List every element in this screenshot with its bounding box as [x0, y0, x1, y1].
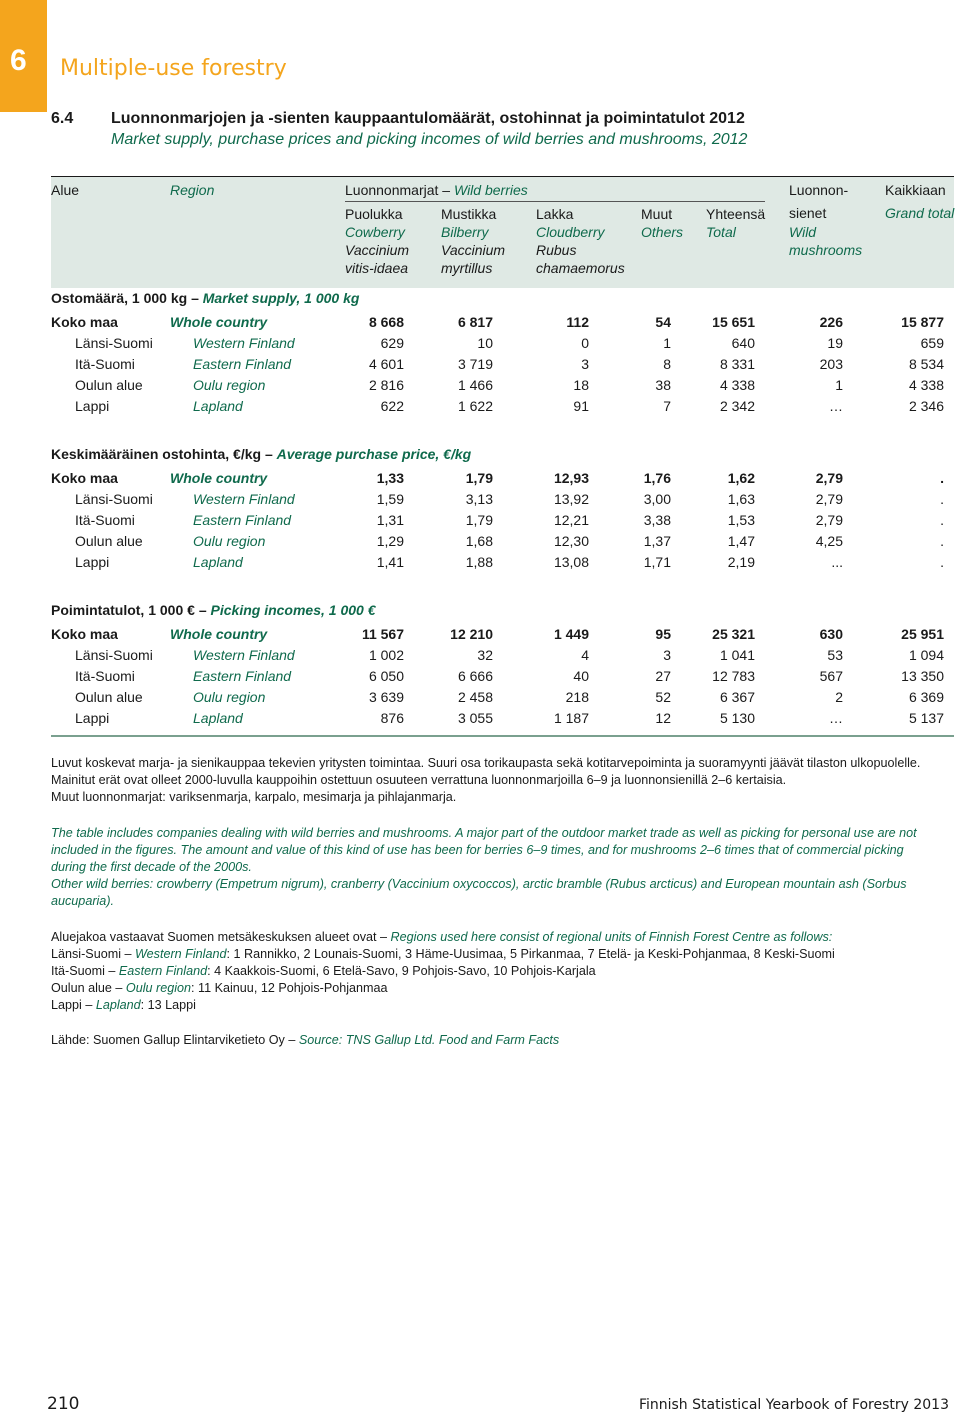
row-value: .	[940, 491, 944, 507]
regions-western: Länsi-Suomi – Western Finland: 1 Rannikko, 2 Lounais-Suomi, 3 Häme-Uusimaa, 5 Pirkanmaa, 7 Etelä- ja Keski-Pohjanmaa, 8 Keski-Suomi	[51, 947, 835, 961]
row-region-fi: Länsi-Suomi	[75, 335, 153, 351]
row-region-en: Lapland	[193, 398, 243, 414]
note-en-2: Other wild berries: crowberry (Empetrum nigrum), cranberry (Vaccinium oxycoccos), arctic bramble (Rubus arcticus) and European mountain ash (Sorbus aucuparia).	[51, 877, 907, 908]
regions-lapland: Lappi – Lapland: 13 Lappi	[51, 998, 196, 1012]
table-row	[0, 666, 960, 686]
chapter-title: Multiple-use forestry	[60, 56, 287, 81]
row-value: 8 668	[368, 314, 404, 330]
header-mushrooms-en-2: mushrooms	[789, 242, 863, 258]
row-value: 27	[655, 668, 671, 684]
row-value: 15 877	[901, 314, 944, 330]
row-value: 1,29	[376, 533, 404, 549]
row-region-en: Oulu region	[193, 377, 266, 393]
row-value: .	[940, 554, 944, 570]
row-value: 1,53	[727, 512, 755, 528]
row-region-en: Lapland	[193, 554, 243, 570]
row-value: 1,76	[643, 470, 671, 486]
row-value: …	[829, 710, 843, 726]
table-number: 6.4	[51, 110, 74, 127]
regions-intro: Aluejakoa vastaavat Suomen metsäkeskuksen alueet ovat – Regions used here consist of regional units of Finnish Forest Centre as follows:	[51, 930, 833, 944]
notes-finnish	[51, 755, 931, 806]
row-region-fi: Lappi	[75, 554, 110, 570]
row-value: 12 210	[450, 626, 493, 642]
row-value: 2	[835, 689, 843, 705]
row-value: 1,63	[727, 491, 755, 507]
row-value: 4	[581, 647, 589, 663]
row-region-en: Western Finland	[193, 647, 295, 663]
header-region: Region	[170, 182, 215, 198]
row-value: 659	[920, 335, 944, 351]
row-region-en: Whole country	[170, 314, 268, 330]
header-wild-berries: Luonnonmarjat – Wild berries	[345, 182, 528, 198]
row-value: 10	[477, 335, 493, 351]
row-value: 5 130	[719, 710, 755, 726]
row-value: 54	[655, 314, 671, 330]
row-region-en: Western Finland	[193, 491, 295, 507]
row-value: 15 651	[712, 314, 755, 330]
row-value: 567	[819, 668, 843, 684]
table-row	[0, 396, 960, 416]
row-value: .	[940, 512, 944, 528]
row-region-fi: Koko maa	[51, 470, 118, 486]
row-value: 4,25	[815, 533, 843, 549]
row-value: 2,79	[815, 491, 843, 507]
row-value: 2 816	[368, 377, 404, 393]
row-value: 2 458	[457, 689, 493, 705]
section-title-purchase-price: Keskimääräinen ostohinta, €/kg – Average purchase price, €/kg	[51, 446, 472, 462]
row-region-en: Western Finland	[193, 335, 295, 351]
row-value: .	[940, 533, 944, 549]
row-value: 2 342	[719, 398, 755, 414]
row-region-fi: Lappi	[75, 710, 110, 726]
section-title-picking-incomes: Poimintatulot, 1 000 € – Picking incomes, 1 000 €	[51, 602, 376, 618]
row-value: 12 783	[712, 668, 755, 684]
row-value: 1 622	[457, 398, 493, 414]
row-value: 112	[566, 314, 589, 330]
row-value: 1,41	[376, 554, 404, 570]
row-value: 1 187	[553, 710, 589, 726]
table-title-en: Market supply, purchase prices and picking incomes of wild berries and mushrooms, 2012	[111, 131, 748, 148]
row-value: 40	[573, 668, 589, 684]
row-region-en: Eastern Finland	[193, 356, 292, 372]
header-cloudberry: Lakka Cloudberry Rubus chamaemorus	[536, 206, 625, 276]
row-value: 1 041	[719, 647, 755, 663]
table-row	[0, 531, 960, 551]
row-value: 2,79	[815, 470, 843, 486]
row-value: 3 639	[368, 689, 404, 705]
row-region-fi: Itä-Suomi	[75, 668, 135, 684]
header-cowberry: Puolukka Cowberry Vaccinium vitis-idaea	[345, 206, 410, 276]
table-row	[0, 687, 960, 707]
row-value: …	[829, 398, 843, 414]
table-row	[0, 354, 960, 374]
row-region-en: Lapland	[193, 710, 243, 726]
berries-group-rule	[345, 201, 765, 202]
row-value: 4 338	[908, 377, 944, 393]
row-value: 0	[581, 335, 589, 351]
row-value: 1,79	[465, 470, 493, 486]
row-value: 1,68	[465, 533, 493, 549]
row-value: 1	[663, 335, 671, 351]
row-value: 3 719	[457, 356, 493, 372]
row-value: 18	[573, 377, 589, 393]
row-value: 4 601	[368, 356, 404, 372]
row-value: 6 666	[457, 668, 493, 684]
table-top-rule	[51, 176, 954, 177]
row-value: 32	[477, 647, 493, 663]
row-value: 13 350	[901, 668, 944, 684]
row-value: 2,19	[727, 554, 755, 570]
row-value: 4 338	[719, 377, 755, 393]
section-title-market-supply: Ostomäärä, 1 000 kg – Market supply, 1 000 kg	[51, 290, 360, 306]
row-value: 3 055	[457, 710, 493, 726]
row-region-fi: Oulun alue	[75, 533, 143, 549]
row-value: 218	[565, 689, 589, 705]
table-row	[0, 375, 960, 395]
table-row	[0, 624, 960, 644]
row-value: 25 321	[712, 626, 755, 642]
table-row	[0, 489, 960, 509]
row-value: 8 534	[908, 356, 944, 372]
row-value: 1	[835, 377, 843, 393]
row-value: 1 094	[908, 647, 944, 663]
row-value: 6 369	[908, 689, 944, 705]
table-row	[0, 333, 960, 353]
row-region-fi: Koko maa	[51, 314, 118, 330]
regions-eastern: Itä-Suomi – Eastern Finland: 4 Kaakkois-Suomi, 6 Etelä-Savo, 9 Pohjois-Savo, 10 Pohjois-Karjala	[51, 964, 596, 978]
row-value: 1,88	[465, 554, 493, 570]
table-title-fi: Luonnonmarjojen ja -sienten kauppaantulomäärät, ostohinnat ja poimintatulot 2012	[111, 110, 745, 127]
table-row	[0, 708, 960, 728]
row-region-en: Whole country	[170, 470, 268, 486]
row-value: 91	[573, 398, 589, 414]
row-value: 630	[819, 626, 843, 642]
row-value: 19	[827, 335, 843, 351]
header-bilberry: Mustikka Bilberry Vaccinium myrtillus	[441, 206, 506, 276]
row-value: 622	[380, 398, 404, 414]
row-region-en: Eastern Finland	[193, 668, 292, 684]
note-fi-3: Muut luonnonmarjat: variksenmarja, karpalo, mesimarja ja pihlajanmarja.	[51, 790, 457, 804]
chapter-number-box	[0, 0, 47, 112]
row-value: 52	[655, 689, 671, 705]
row-region-en: Whole country	[170, 626, 268, 642]
header-alue: Alue	[51, 182, 80, 198]
row-value: ...	[831, 554, 843, 570]
row-value: 6 050	[368, 668, 404, 684]
row-value: 1,79	[465, 512, 493, 528]
row-value: 1,59	[376, 491, 404, 507]
row-value: 1,62	[727, 470, 755, 486]
table-row	[0, 312, 960, 332]
row-value: 6 817	[457, 314, 493, 330]
row-region-fi: Länsi-Suomi	[75, 491, 153, 507]
table-row	[0, 552, 960, 572]
row-value: 5 137	[908, 710, 944, 726]
note-en-1: The table includes companies dealing with wild berries and mushrooms. A major part of the outdoor market trade as well as picking for personal use are not included in the figures. The amount and value of this kind of use has been for berries 6–9 times, and for mushrooms 2–6 times that of commercial picking during the first decade of the 2000s.	[51, 826, 917, 874]
row-region-en: Oulu region	[193, 533, 266, 549]
row-value: 11 567	[361, 626, 404, 642]
row-value: 1,37	[643, 533, 671, 549]
row-region-fi: Oulun alue	[75, 689, 143, 705]
table-row	[0, 645, 960, 665]
note-fi-1: Luvut koskevat marja- ja sienikauppaa tekevien yritysten toimintaa. Suuri osa torikaupasta sekä kotitarvepoiminta ja suoramyynti jäävät tilaston ulkopuolelle.	[51, 756, 921, 770]
header-mushrooms-en-1: Wild	[789, 224, 817, 240]
header-others: Muut Others	[641, 206, 684, 240]
row-value: 1,33	[376, 470, 404, 486]
row-value: 876	[380, 710, 404, 726]
row-value: 2 346	[908, 398, 944, 414]
row-value: 640	[731, 335, 755, 351]
row-value: 6 367	[719, 689, 755, 705]
row-region-fi: Itä-Suomi	[75, 512, 135, 528]
row-region-fi: Lappi	[75, 398, 110, 414]
row-value: 3,13	[465, 491, 493, 507]
row-region-fi: Oulun alue	[75, 377, 143, 393]
row-value: 7	[663, 398, 671, 414]
row-value: 13,08	[553, 554, 589, 570]
row-value: 3	[663, 647, 671, 663]
table-row	[0, 468, 960, 488]
publication-title: Finnish Statistical Yearbook of Forestry 2013	[638, 1397, 949, 1413]
row-value: 1,71	[643, 554, 671, 570]
source-note: Lähde: Suomen Gallup Elintarviketieto Oy – Source: TNS Gallup Ltd. Food and Farm Facts	[51, 1033, 560, 1047]
row-value: 12	[655, 710, 671, 726]
header-mushrooms-fi-2: sienet	[789, 205, 827, 221]
regions-oulu: Oulun alue – Oulu region: 11 Kainuu, 12 Pohjois-Pohjanmaa	[51, 981, 388, 995]
row-value: 3	[581, 356, 589, 372]
header-grand-total-en: Grand total	[885, 205, 955, 221]
chapter-number: 6	[10, 44, 27, 77]
header-total: Yhteensä Total	[706, 206, 766, 240]
row-value: 53	[827, 647, 843, 663]
row-region-fi: Itä-Suomi	[75, 356, 135, 372]
header-mushrooms-fi-1: Luonnon-	[789, 182, 849, 198]
row-value: 1,47	[727, 533, 755, 549]
row-value: 8 331	[719, 356, 755, 372]
row-value: 1,31	[376, 512, 404, 528]
table-row	[0, 510, 960, 530]
row-region-en: Eastern Finland	[193, 512, 292, 528]
page-number: 210	[47, 1394, 80, 1414]
row-region-fi: Koko maa	[51, 626, 118, 642]
row-value: 1 466	[457, 377, 493, 393]
row-value: 12,93	[553, 470, 589, 486]
row-value: 629	[380, 335, 404, 351]
row-value: 95	[655, 626, 671, 642]
row-value: 8	[663, 356, 671, 372]
row-value: 2,79	[815, 512, 843, 528]
row-region-en: Oulu region	[193, 689, 266, 705]
header-grand-total-fi: Kaikkiaan	[885, 182, 946, 198]
table-bottom-rule	[51, 735, 954, 737]
row-value: 12,21	[553, 512, 589, 528]
row-value: .	[940, 470, 944, 486]
row-value: 203	[819, 356, 843, 372]
row-value: 13,92	[553, 491, 589, 507]
row-value: 38	[655, 377, 671, 393]
note-fi-2: Mainitut erät ovat olleet 2000-luvulla kauppoihin ostettuun osuuteen verrattuna luonnonmarjoilla 6–9 ja luonnonsienillä 2–6 kertaisia.	[51, 773, 787, 787]
row-value: 1 449	[553, 626, 589, 642]
row-value: 25 951	[901, 626, 944, 642]
row-value: 3,38	[643, 512, 671, 528]
notes-english	[51, 825, 931, 910]
row-value: 1 002	[368, 647, 404, 663]
row-region-fi: Länsi-Suomi	[75, 647, 153, 663]
notes-regions	[51, 929, 931, 1014]
row-value: 226	[819, 314, 843, 330]
row-value: 12,30	[553, 533, 589, 549]
row-value: 3,00	[643, 491, 671, 507]
